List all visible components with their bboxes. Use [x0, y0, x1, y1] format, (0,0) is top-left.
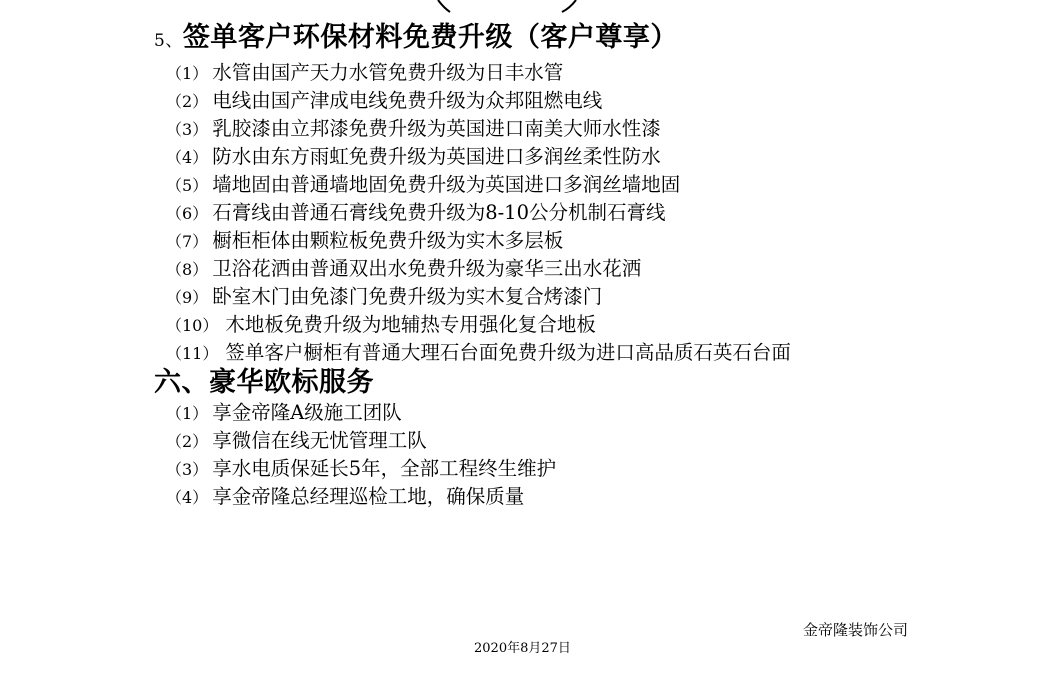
item-text: 橱柜柜体由颗粒板免费升级为实木多层板 [212, 229, 564, 252]
list-item [166, 117, 661, 142]
company-signature: 金帝隆装饰公司 [803, 621, 909, 639]
item-index: （7） [166, 232, 209, 251]
section-5-number: 5、 [154, 31, 183, 51]
item-index: （9） [166, 288, 209, 307]
item-text: 卫浴花洒由普通双出水免费升级为豪华三出水花洒 [212, 257, 642, 280]
list-item [166, 145, 661, 170]
item-text: 享微信在线无忧管理工队 [212, 429, 427, 452]
item-index: （2） [166, 92, 209, 111]
list-item [166, 285, 602, 310]
list-item [166, 457, 556, 482]
item-index: （3） [166, 120, 209, 139]
list-item [166, 173, 680, 198]
section-6-title: 六、豪华欧标服务 [154, 367, 374, 398]
item-index: （1） [166, 404, 209, 423]
item-index: （4） [166, 488, 209, 507]
item-index: （2） [166, 432, 209, 451]
cropped-decoration [0, 0, 1064, 14]
item-text: 乳胶漆由立邦漆免费升级为英国进口南美大师水性漆 [212, 117, 661, 140]
item-index: （5） [166, 176, 209, 195]
list-item [166, 257, 641, 282]
list-item [166, 485, 524, 510]
list-item [166, 201, 666, 226]
item-index: （1） [166, 64, 209, 83]
item-text: 电线由国产津成电线免费升级为众邦阻燃电线 [212, 89, 603, 112]
item-text: 防水由东方雨虹免费升级为英国进口多润丝柔性防水 [212, 145, 661, 168]
document-date: 2020年8月27日 [474, 641, 571, 656]
item-text: 享金帝隆A级施工团队 [212, 401, 402, 424]
item-text: 木地板免费升级为地辅热专用强化复合地板 [225, 313, 596, 336]
item-text: 卧室木门由免漆门免费升级为实木复合烤漆门 [212, 285, 603, 308]
item-index: （10） [166, 316, 219, 335]
list-item [166, 229, 563, 254]
item-text: 水管由国产天力水管免费升级为日丰水管 [212, 61, 564, 84]
item-index: （3） [166, 460, 209, 479]
item-index: （4） [166, 148, 209, 167]
item-index: （8） [166, 260, 209, 279]
item-index: （11） [166, 344, 219, 363]
item-text: 享金帝隆总经理巡检工地，确保质量 [212, 485, 525, 508]
list-item [166, 61, 563, 86]
section-5-title: 签单客户环保材料免费升级（客户尊享） [182, 22, 678, 53]
item-text: 签单客户橱柜有普通大理石台面免费升级为进口高品质石英石台面 [225, 341, 791, 364]
item-text: 墙地固由普通墙地固免费升级为英国进口多润丝墙地固 [212, 173, 681, 196]
list-item [166, 313, 596, 338]
section-6-heading [154, 368, 374, 398]
list-item [166, 89, 602, 114]
item-index: （6） [166, 204, 209, 223]
item-text: 享水电质保延长5年，全部工程终生维护 [212, 457, 557, 480]
section-5-heading [154, 23, 678, 56]
item-text: 石膏线由普通石膏线免费升级为8-10公分机制石膏线 [212, 201, 666, 224]
list-item [166, 429, 427, 454]
list-item [166, 401, 402, 426]
list-item [166, 341, 791, 366]
